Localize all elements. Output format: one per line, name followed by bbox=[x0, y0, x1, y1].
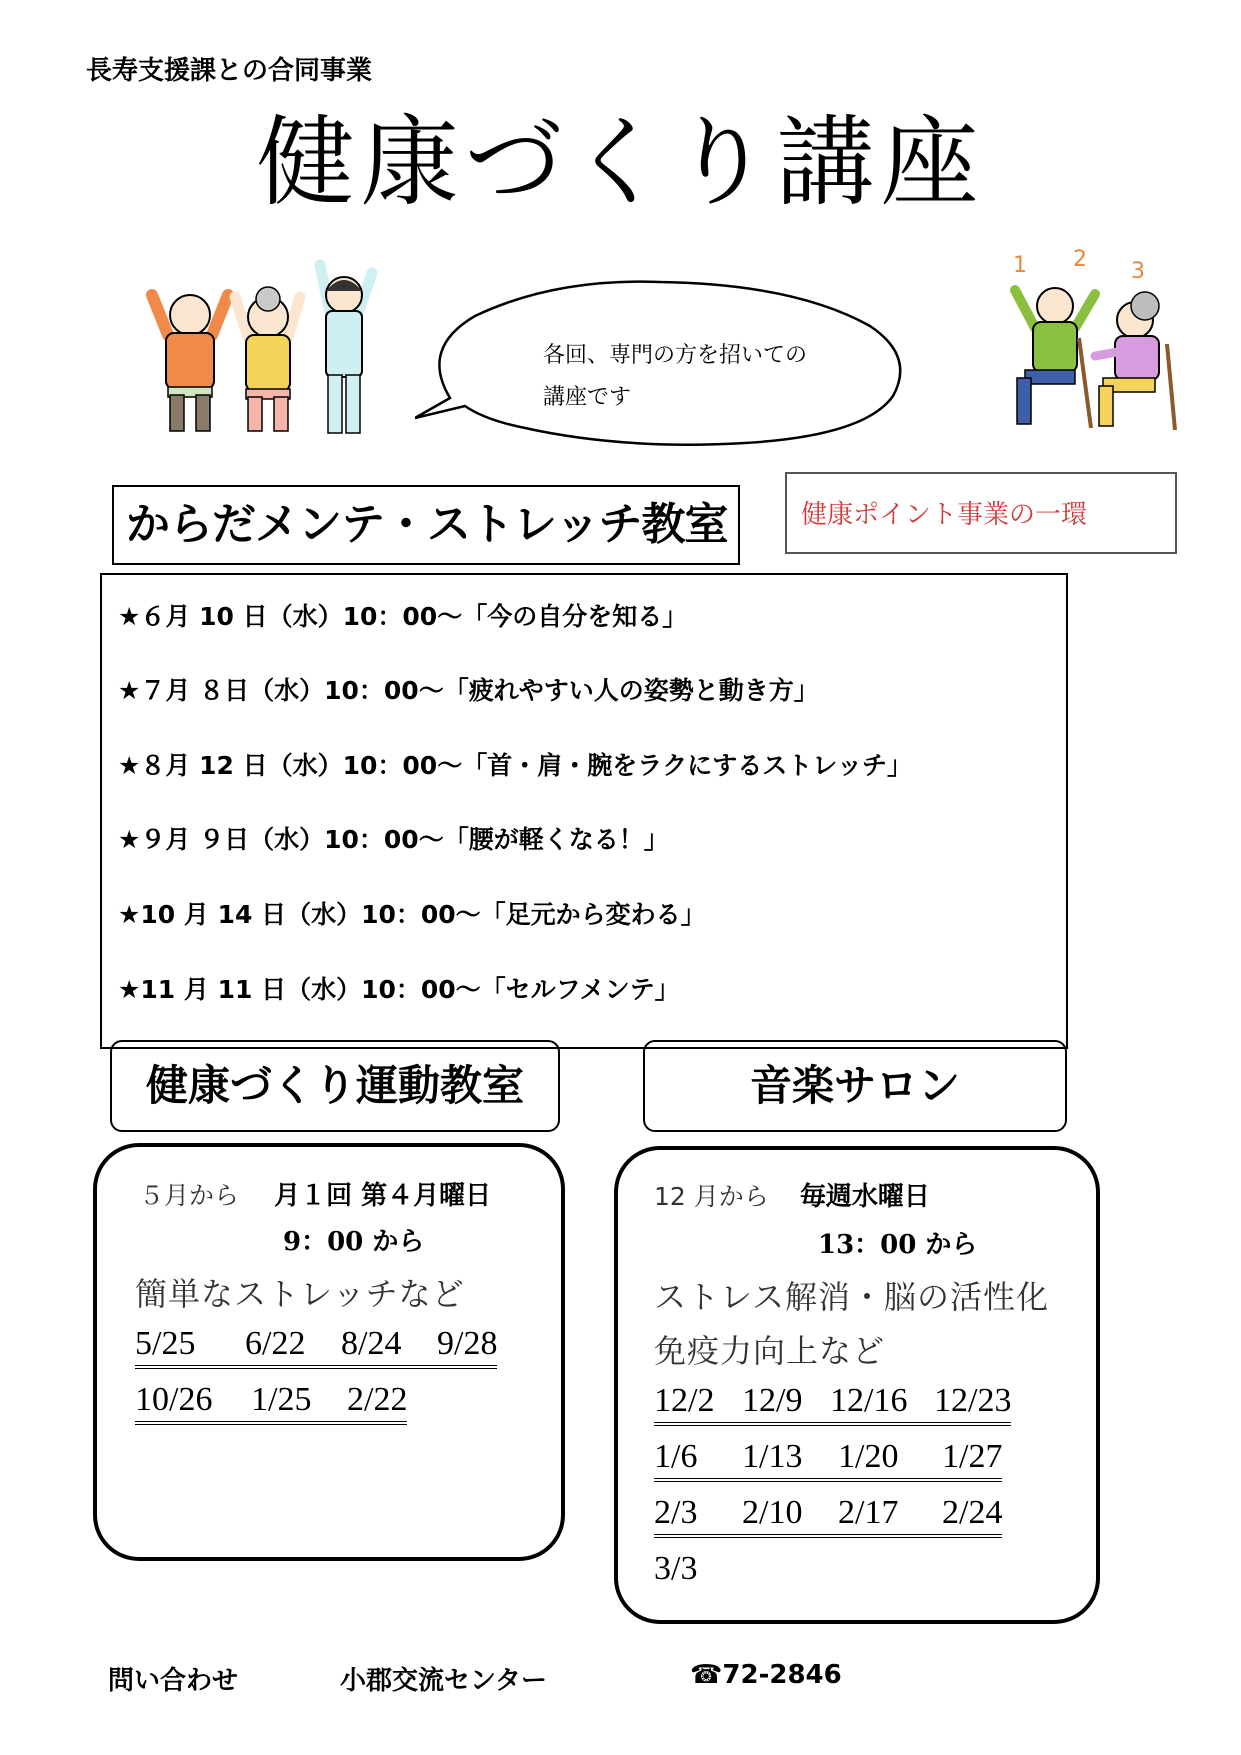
man-green-sweater bbox=[1015, 288, 1095, 428]
music-date-row-2 bbox=[654, 1438, 1002, 1482]
count-one: 1 bbox=[1013, 253, 1027, 278]
exercise-date-row-2 bbox=[135, 1381, 407, 1425]
music-date: 2/17 bbox=[838, 1494, 899, 1531]
stretch-class-heading: からだメンテ・ストレッチ教室 bbox=[112, 485, 740, 565]
music-date: 12/23 bbox=[934, 1382, 1012, 1419]
exercise-date: 5/25 bbox=[135, 1325, 196, 1362]
exercise-date: 10/26 bbox=[135, 1381, 213, 1418]
schedule-item-november: ★11 月 11 日（水）10：00～「セルフメンテ」 bbox=[118, 975, 680, 1004]
exercise-date: 8/24 bbox=[341, 1325, 402, 1362]
music-description-2: 免疫力向上など bbox=[654, 1332, 886, 1370]
music-date: 1/20 bbox=[838, 1438, 899, 1475]
count-three: 3 bbox=[1131, 259, 1145, 284]
music-date: 2/3 bbox=[654, 1494, 698, 1531]
contact-phone: ☎72-2846 bbox=[690, 1660, 842, 1690]
event-subtitle: 長寿支援課との合同事業 bbox=[86, 56, 373, 86]
music-frequency: 毎週水曜日 bbox=[799, 1182, 930, 1212]
music-description-1: ストレス解消・脳の活性化 bbox=[654, 1278, 1050, 1316]
music-date: 1/6 bbox=[654, 1438, 698, 1475]
music-date: 2/10 bbox=[742, 1494, 803, 1531]
count-two: 2 bbox=[1073, 248, 1087, 272]
music-start: 12 月から bbox=[654, 1182, 769, 1211]
music-date: 12/16 bbox=[830, 1382, 908, 1419]
exercise-class-heading: 健康づくり運動教室 bbox=[110, 1040, 560, 1132]
music-schedule-line bbox=[654, 1176, 930, 1213]
contact-label: 問い合わせ bbox=[108, 1666, 239, 1696]
exercise-date: 6/22 bbox=[245, 1325, 306, 1362]
stretch-schedule-list bbox=[100, 573, 1068, 1049]
music-date: 2/24 bbox=[942, 1494, 1003, 1531]
music-date: 12/2 bbox=[654, 1382, 715, 1419]
exercise-class-panel bbox=[93, 1143, 565, 1561]
schedule-item-july: ★７月 ８日（水）10：00～「疲れやすい人の姿勢と動き方」 bbox=[118, 676, 819, 705]
contact-place: 小郡交流センター bbox=[340, 1666, 547, 1696]
speech-bubble-text bbox=[543, 335, 873, 419]
music-salon-heading: 音楽サロン bbox=[643, 1040, 1067, 1132]
exercise-start: ５月から bbox=[139, 1181, 240, 1210]
exercise-frequency: 月１回 第４月曜日 bbox=[274, 1181, 492, 1211]
schedule-item-october: ★10 月 14 日（水）10：00～「足元から変わる」 bbox=[118, 900, 706, 929]
schedule-item-august: ★８月 12 日（水）10：00～「首・肩・腕をラクにするストレッチ」 bbox=[118, 751, 912, 780]
health-point-note: 健康ポイント事業の一環 bbox=[785, 472, 1177, 554]
exercise-date: 2/22 bbox=[347, 1381, 408, 1418]
exercise-date-row-1 bbox=[135, 1325, 497, 1369]
music-date: 1/27 bbox=[942, 1438, 1003, 1475]
person-orange-shirt bbox=[152, 295, 228, 431]
music-date: 1/13 bbox=[742, 1438, 803, 1475]
exercise-description: 簡単なストレッチなど bbox=[135, 1275, 465, 1313]
music-date: 12/9 bbox=[742, 1382, 803, 1419]
person-instructor bbox=[320, 265, 372, 433]
exercise-date: 1/25 bbox=[251, 1381, 312, 1418]
seated-exercise-illustration bbox=[995, 248, 1195, 438]
page-title: 健康づくり講座 bbox=[256, 106, 985, 220]
person-yellow-vest bbox=[235, 287, 300, 431]
speech-bubble-line-2: 講座です bbox=[543, 385, 632, 410]
music-salon-panel bbox=[614, 1146, 1100, 1624]
exercise-schedule-line bbox=[139, 1175, 491, 1212]
music-last-date: 3/3 bbox=[654, 1550, 698, 1587]
schedule-item-june: ★６月 10 日（水）10：00～「今の自分を知る」 bbox=[118, 602, 688, 631]
exercise-time: 9：00 から bbox=[283, 1227, 425, 1257]
music-date-row-3 bbox=[654, 1494, 1002, 1538]
exercise-date: 9/28 bbox=[437, 1325, 498, 1362]
woman-purple-sweater bbox=[1095, 292, 1175, 430]
music-date-row-1 bbox=[654, 1382, 1011, 1426]
stretching-people-illustration bbox=[140, 255, 400, 445]
music-time: 13：00 から bbox=[818, 1230, 978, 1260]
schedule-item-september: ★９月 ９日（水）10：00～「腰が軽くなる！」 bbox=[118, 825, 669, 854]
speech-bubble-line-1: 各回、専門の方を招いての bbox=[543, 343, 808, 368]
